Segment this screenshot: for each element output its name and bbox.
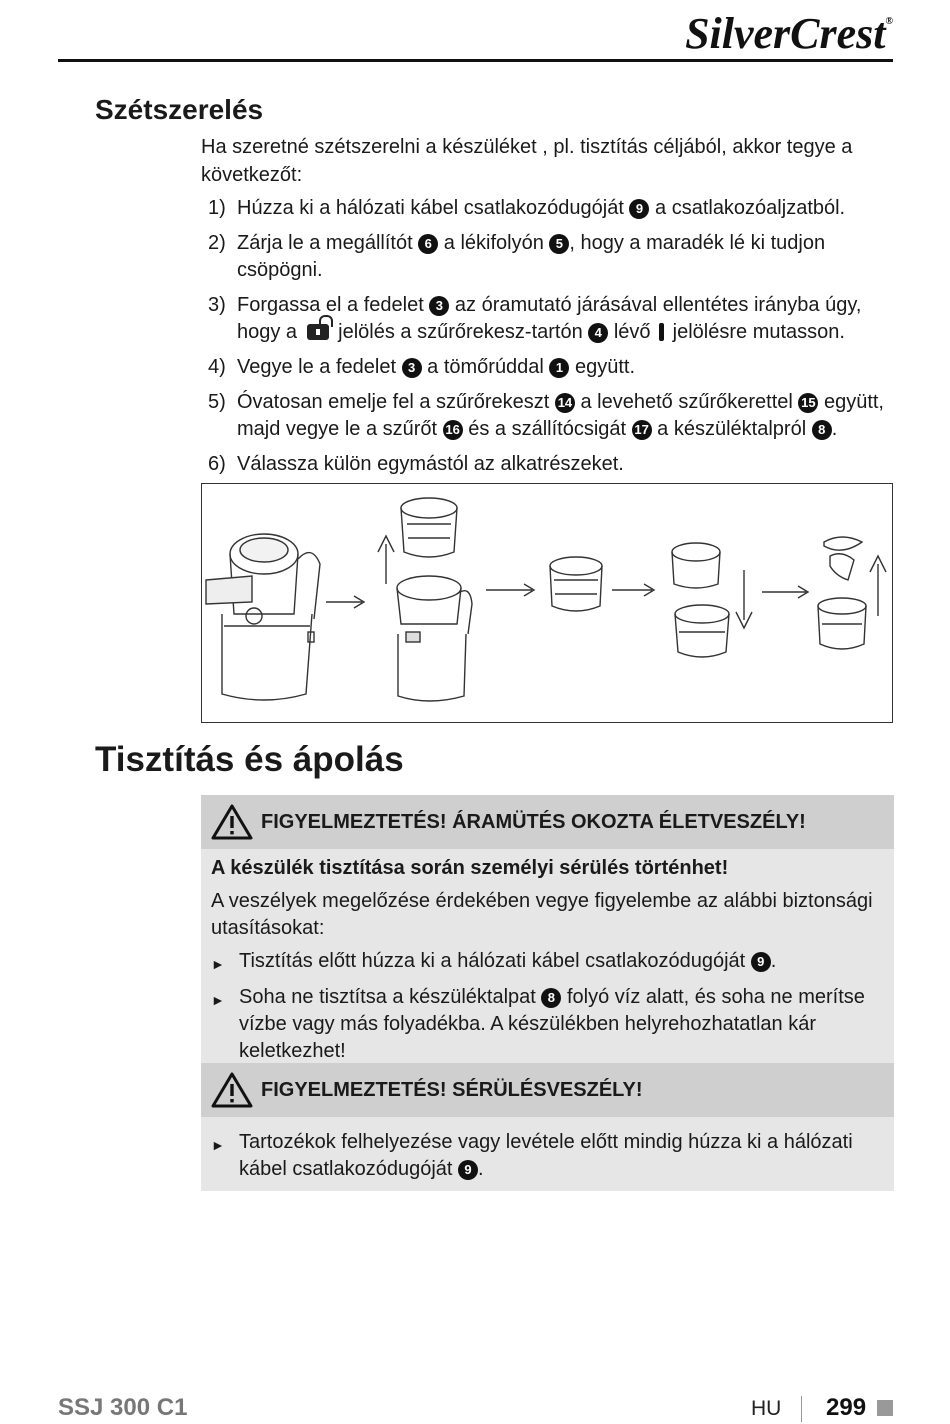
filter-basket-icon	[550, 557, 602, 611]
footer-square-icon	[877, 1400, 893, 1416]
ref-badge: 4	[588, 323, 608, 343]
juicer-open-icon	[397, 576, 472, 701]
footer-divider	[801, 1396, 802, 1422]
warning-triangle-icon	[211, 1072, 253, 1108]
warning-box-injury	[201, 1063, 894, 1191]
list-item: ► Tisztítás előtt húzza ki a hálózati kábel csatlakozódugóját 9 .	[211, 948, 884, 978]
ref-badge: 9	[629, 199, 649, 219]
list-item: ► Soha ne tisztítsa a készüléktalpat 8 folyó víz alatt, és soha ne merítse vízbe vagy más folyadékba. A készülékben helyrehozhatatlan kár keletkezhet!	[211, 984, 884, 1065]
footer-model: SSJ 300 C1	[58, 1394, 188, 1421]
page-number: 299	[826, 1394, 867, 1421]
juicer-assembled-icon	[206, 534, 320, 700]
warning-box-electric	[201, 795, 894, 1073]
bar-marker-icon	[659, 323, 664, 341]
ref-badge: 1	[549, 358, 569, 378]
warning-header: FIGYELMEZTETÉS! ÁRAMÜTÉS OKOZTA ÉLETVESZÉLY!	[201, 795, 894, 849]
basket-parts-icon	[672, 543, 729, 657]
list-item: 3) Forgassa el a fedelet 3 az óramutató járásával ellentétes irányba úgy, hogy a jelölés a szűrőrekesz-tartón 4 lévő jelölésre mutasson.	[208, 294, 862, 343]
section-title-disassembly: Szétszerelés	[95, 94, 264, 125]
arrow-right-bullet-icon: ►	[211, 956, 225, 972]
brand-logo: SilverCrest®	[685, 9, 893, 58]
ref-badge: 16	[443, 420, 463, 440]
ref-badge: 6	[418, 234, 438, 254]
ref-badge: 17	[632, 420, 652, 440]
list-item: ► Tartozékok felhelyezése vagy levétele előtt mindig húzza ki a hálózati kábel csatlakozódugóját 9 .	[211, 1129, 884, 1183]
list-item: 4) Vegye le a fedelet 3 a tömőrúddal 1 együtt.	[208, 356, 636, 378]
warning-header: FIGYELMEZTETÉS! SÉRÜLÉSVESZÉLY!	[201, 1063, 894, 1117]
ref-badge: 15	[798, 393, 818, 413]
arrow-right-bullet-icon: ►	[211, 992, 225, 1008]
list-item: 6) Válassza külön egymástól az alkatrészeket.	[208, 453, 624, 475]
list-item: 1) Húzza ki a hálózati kábel csatlakozódugóját 9 a csatlakozóaljzatból.	[208, 197, 846, 219]
ref-badge: 14	[555, 393, 575, 413]
ref-badge: 8	[541, 988, 561, 1008]
disassembly-illustration	[201, 483, 893, 723]
filter-basket-lifted-icon	[401, 498, 457, 557]
warning-subtitle: A készülék tisztítása során személyi sérülés történhet!	[211, 857, 729, 879]
header-rule	[58, 59, 893, 62]
arrow-right-bullet-icon: ►	[211, 1137, 225, 1153]
section-title-cleaning: Tisztítás és ápolás	[95, 740, 404, 779]
intro-paragraph: Ha szeretné szétszerelni a készüléket , pl. tisztítás céljából, akkor tegye a következőt:	[201, 136, 853, 186]
auger-and-filter-icon	[818, 537, 866, 649]
list-item: 5) Óvatosan emelje fel a szűrőrekeszt 14 a levehető szűrőkerettel 15 együtt, majd vegye le a szűrőt 16 és a szállítócsigát 17 a készüléktalpról 8 .	[208, 391, 884, 440]
unlock-icon	[307, 324, 329, 340]
ref-badge: 3	[429, 296, 449, 316]
ref-badge: 9	[458, 1160, 478, 1180]
list-item: 2) Zárja le a megállítót 6 a lékifolyón 5 , hogy a maradék lé ki tudjon csöpögni.	[208, 232, 826, 281]
warning-triangle-icon	[211, 804, 253, 840]
ref-badge: 9	[751, 952, 771, 972]
ref-badge: 5	[549, 234, 569, 254]
ref-badge: 3	[402, 358, 422, 378]
warning-text: A veszélyek megelőzése érdekében vegye figyelembe az alábbi biztonsági utasításokat:	[211, 890, 873, 939]
steps-list	[208, 195, 898, 486]
footer-language: HU	[751, 1397, 782, 1420]
ref-badge: 8	[812, 420, 832, 440]
